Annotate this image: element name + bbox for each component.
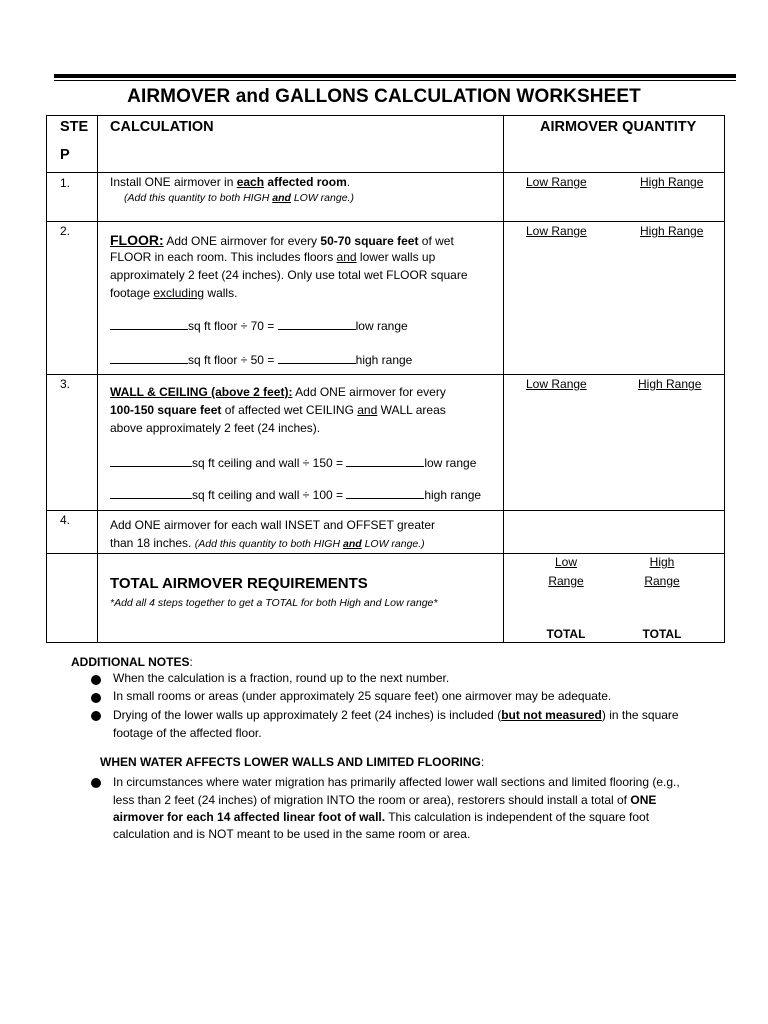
total-heading: TOTAL AIRMOVER REQUIREMENTS [110, 575, 368, 592]
water-line3: airmover for each 14 affected linear foot of wall. This calculation is independent of the square foot [113, 810, 650, 824]
total-high-label: High [649, 555, 675, 569]
page-title: AIRMOVER and GALLONS CALCULATION WORKSHEET [127, 86, 641, 107]
table-row-line [46, 172, 725, 173]
table-border-bottom [46, 642, 725, 643]
bullet-icon [91, 675, 101, 685]
top-rule-thick [54, 74, 736, 78]
blank-field[interactable] [278, 352, 356, 364]
water-line4: calculation and is NOT meant to be used in the same room or area. [113, 827, 471, 841]
step4-line2: than 18 inches. (Add this quantity to both HIGH and LOW range.) [110, 536, 425, 550]
step4-line1: Add ONE airmover for each wall INSET and OFFSET greater [110, 518, 436, 532]
table-divider-calc [503, 115, 504, 643]
table-divider-step [97, 115, 98, 643]
step3-high-range: High Range [638, 377, 702, 391]
header-airmover-quantity: AIRMOVER QUANTITY [540, 119, 697, 135]
step2-low-range: Low Range [526, 224, 587, 238]
step3-ceiling-high-formula: sq ft ceiling and wall ÷ 100 = high range [110, 487, 481, 502]
note-bullet-2: In small rooms or areas (under approximately 25 square feet) one airmover may be adequate. [113, 689, 612, 703]
blank-field[interactable] [278, 318, 356, 330]
blank-field[interactable] [346, 487, 424, 499]
step3-line2: 100-150 square feet of affected wet CEILING and WALL areas [110, 403, 446, 417]
step2-floor-high-formula: sq ft floor ÷ 50 = high range [110, 352, 412, 367]
step2-line4: footage excluding walls. [110, 286, 238, 300]
header-step-b: P [60, 147, 70, 163]
header-calculation: CALCULATION [110, 119, 214, 135]
blank-field[interactable] [110, 318, 188, 330]
step1-line1: Install ONE airmover in each affected room. [110, 175, 351, 189]
note-bullet-3: Drying of the lower walls up approximately 2 feet (24 inches) is included (but not measured) in the square [113, 708, 679, 722]
blank-field[interactable] [110, 455, 192, 467]
note-bullet-1: When the calculation is a fraction, round up to the next number. [113, 671, 450, 685]
bullet-icon [91, 778, 101, 788]
step2-line3: approximately 2 feet (24 inches). Only use total wet FLOOR square [110, 268, 468, 282]
step3-line3: above approximately 2 feet (24 inches). [110, 421, 321, 435]
table-row-line [46, 510, 725, 511]
blank-field[interactable] [110, 352, 188, 364]
step-number: 2. [60, 224, 71, 238]
table-row-line [46, 553, 725, 554]
step3-ceiling-low-formula: sq ft ceiling and wall ÷ 150 = low range [110, 455, 476, 470]
step-number: 3. [60, 377, 71, 391]
table-row-line [46, 374, 725, 375]
total-low-total: TOTAL [546, 627, 586, 641]
step2-floor-low-formula: sq ft floor ÷ 70 = low range [110, 318, 408, 333]
step3-low-range: Low Range [526, 377, 587, 391]
total-low-label: Low [554, 555, 577, 569]
water-line1: In circumstances where water migration has primarily affected lower wall sections and limited flooring (e.g., [113, 775, 680, 789]
bullet-icon [91, 693, 101, 703]
step1-low-range: Low Range [526, 175, 587, 189]
blank-field[interactable] [346, 455, 424, 467]
table-border-top [46, 115, 725, 116]
step-number: 4. [60, 513, 71, 527]
table-border-right [724, 115, 725, 643]
top-rule-thin [54, 80, 736, 81]
table-row-line [46, 221, 725, 222]
water-line2: less than 2 feet (24 inches) of migration INTO the room or area), restorers should install a total of ONE [113, 793, 657, 807]
step3-line1: WALL & CEILING (above 2 feet): Add ONE airmover for every [110, 385, 446, 399]
step1-high-range: High Range [640, 175, 704, 189]
step2-line2: FLOOR in each room. This includes floors and lower walls up [110, 250, 436, 264]
step-number: 1. [60, 176, 71, 190]
total-low-range-label: Range [548, 574, 584, 588]
note-bullet-3-cont: footage of the affected floor. [113, 726, 262, 740]
notes-heading: ADDITIONAL NOTES: [71, 655, 193, 669]
step2-high-range: High Range [640, 224, 704, 238]
table-border-left [46, 115, 47, 643]
step1-note: (Add this quantity to both HIGH and LOW range.) [124, 192, 354, 204]
blank-field[interactable] [110, 487, 192, 499]
total-high-range-label: Range [644, 574, 680, 588]
water-heading: WHEN WATER AFFECTS LOWER WALLS AND LIMITED FLOORING: [100, 755, 485, 769]
total-high-total: TOTAL [642, 627, 682, 641]
step2-line1: FLOOR: Add ONE airmover for every 50-70 square feet of wet [110, 232, 454, 248]
header-step-a: STE [60, 119, 89, 135]
bullet-icon [91, 711, 101, 721]
total-note: *Add all 4 steps together to get a TOTAL for both High and Low range* [110, 597, 438, 609]
